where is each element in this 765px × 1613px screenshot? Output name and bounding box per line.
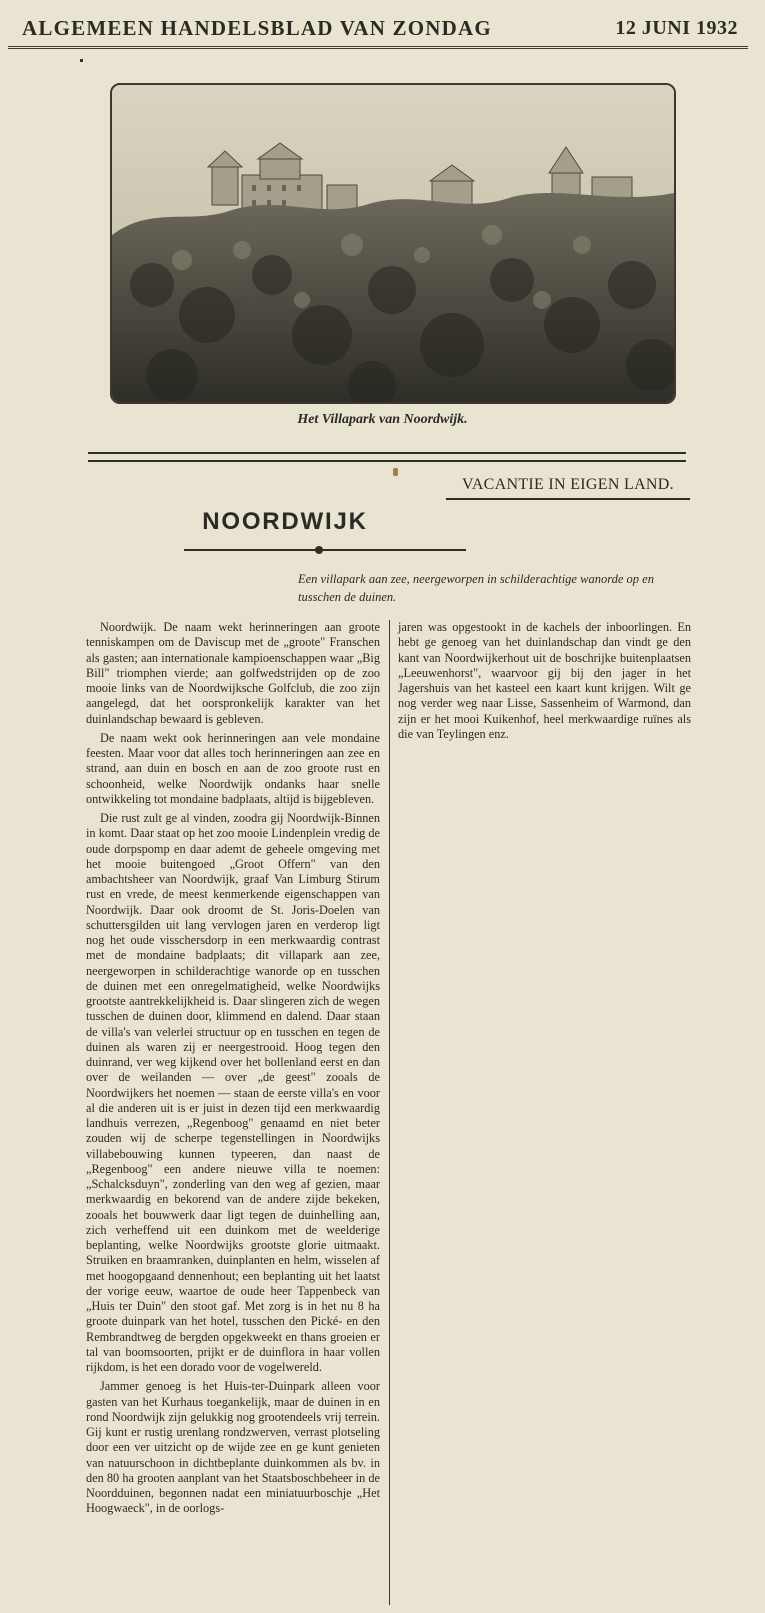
headline-ornament: [184, 549, 466, 551]
photo-illustration: [112, 85, 674, 402]
paragraph: Die rust zult ge al vinden, zoodra gij Noordwijk-Binnen in komt. Daar staat op het zoo mooie Lindenplein vredig de oude dorpspomp en daar ademt de geheele omgeving met het mooie buitengoed „Groot Offern" van den ambachtsheer van Noordwijk, graaf Van Limburg Stirum rust en vrede, de meest kenmerkende eigenschappen van Noordwijk. Daar ook droomt de St. Joris-Doelen van schuttersgilden uit lang vervlogen jaren en verderop ligt nog het oude visschersdorp in een merkwaardig contrast met de mondaine badplaats; dit villapark aan zee, neergeworpen in schilderachtige wanorde op en tusschen de duinen met een onregelmatigheid, welke Noordwijks grootste aantrekkelijkheid is. Daar slingeren zich de wegen tusschen de duinen door, klimmend en dalend. Daar staan de villa's van velerlei structuur op en tusschen en tegen de duinen als waren zij er neergestrooid. Hoog tegen den duinrand, ver weg kijkend over het bollenland eerst en dan over de weilanden — over „de geest" zooals de Noordwijkers het noemen — staan de eerste villa's en voor al die anderen uit is er juist in dezen tijd een merkwaardig landhuis verrezen, „Regenboog" genaamd en niet beter zouden wij de scherpe tegenstellingen in Noordwijks villabebouwing kunnen typeeren, dan naast de „Regenboog" een andere nieuwe villa te noemen: „Schalcksduyn", zonderling van den weg af gezien, maar merkwaardig en bekorend van de andere zijde bekeken, zooals het bouwwerk daar ligt tegen de duinhelling aan, zich verheffend uit een duinkom met de weelderige beplanting, welke Noordwijks grootste glorie uitmaakt. Struiken en braamranken, duinplanten en helm, wisselen af met hoogopgaand dennenhout; een beplanting uit het laatst der vorige eeuw, waartoe de oude heer Tappenbeck van „Huis ter Duin" den stoot gaf. Met zorg is in het nu 8 ha groote duinpark van het hotel, tusschen den Pické- en den Rembrandtweg de bergden opgekweekt en thans groeien er tal van boomsoorten, prijkt er de duinflora in haar vollen rijkdom, is het een dorado voor de vogelwereld.: [86, 811, 380, 1374]
article-deck: Een villapark aan zee, neergeworpen in schilderachtige wanorde op en tusschen de duinen.: [298, 572, 654, 604]
column-rule: [389, 620, 390, 1605]
masthead: [8, 6, 748, 49]
series-title: VACANTIE IN EIGEN LAND.: [446, 476, 690, 500]
article-column-2: [398, 620, 691, 746]
ink-mark: [393, 468, 398, 476]
paragraph: Jammer genoeg is het Huis-ter-Duinpark alleen voor gasten van het Kurhaus toegankelijk, maar de duinen in en rond Noordwijk zijn gelukkig nog grootendeels vrij terrein. Gij kunt er rustig urenlang rondzwerven, verrast plotseling door een ver uitzicht op de wijde zee en ge kunt genieten van natuurschoon in dichtbeplante duinkommen als bv. in den 80 ha grooten aanplant van het Staatsboschbeheer in de Noordduinen, begonnen nadat een miniatuurboschje „Het Hoogwaeck", in de oorlogs-: [86, 1379, 380, 1516]
villapark-photo: [110, 83, 676, 404]
photo-caption: Het Villapark van Noordwijk.: [297, 412, 468, 427]
issue-date: 12 JUNI 1932: [615, 17, 738, 39]
paragraph: jaren was opgestookt in de kachels der inboorlingen. En hebt ge genoeg van het duinlandschap dan vindt ge den kant van Noordwijkerhout uit de boschrijke buitenplaatsen „Leeuwenhorst", waarvoor gij bij den jager in het Jagershuis van het kasteel een kaart kunt krijgen. Wilt ge nog verder weg naar Lisse, Sassenheim of Warmond, dan zijn er het mooi Kuikenhof, heel merkwaardige ruïnes als die van Teylingen enz.: [398, 620, 691, 741]
article-headline: NOORDWIJK: [202, 508, 368, 535]
article-column-1: [86, 620, 380, 1602]
section-divider: [88, 452, 686, 462]
print-speck: [80, 59, 83, 62]
newspaper-title: ALGEMEEN HANDELSBLAD VAN ZONDAG: [22, 16, 492, 40]
paragraph: Noordwijk. De naam wekt herinneringen aan groote tenniskampen om de Daviscup met de „groote" Franschen als gasten; aan internationale kampioenschappen waar „Big Bill" triomphen vierde; aan golfwedstrijden op de zoo mooie links van de Noordwijksche Golfclub, die zoo zijn aangelegd, dat het oorspronkelijk karakter van het duinlandschap bewaard is gebleven.: [86, 620, 380, 726]
paragraph: De naam wekt ook herinneringen aan vele mondaine feesten. Maar voor dat alles toch herinneringen aan zee en strand, aan duin en bosch en aan de zoo groote rust en schoonheid, welke Noordwijk ondanks haar snelle ontwikkeling tot mondaine badplaats, altijd is bijgebleven.: [86, 730, 380, 806]
